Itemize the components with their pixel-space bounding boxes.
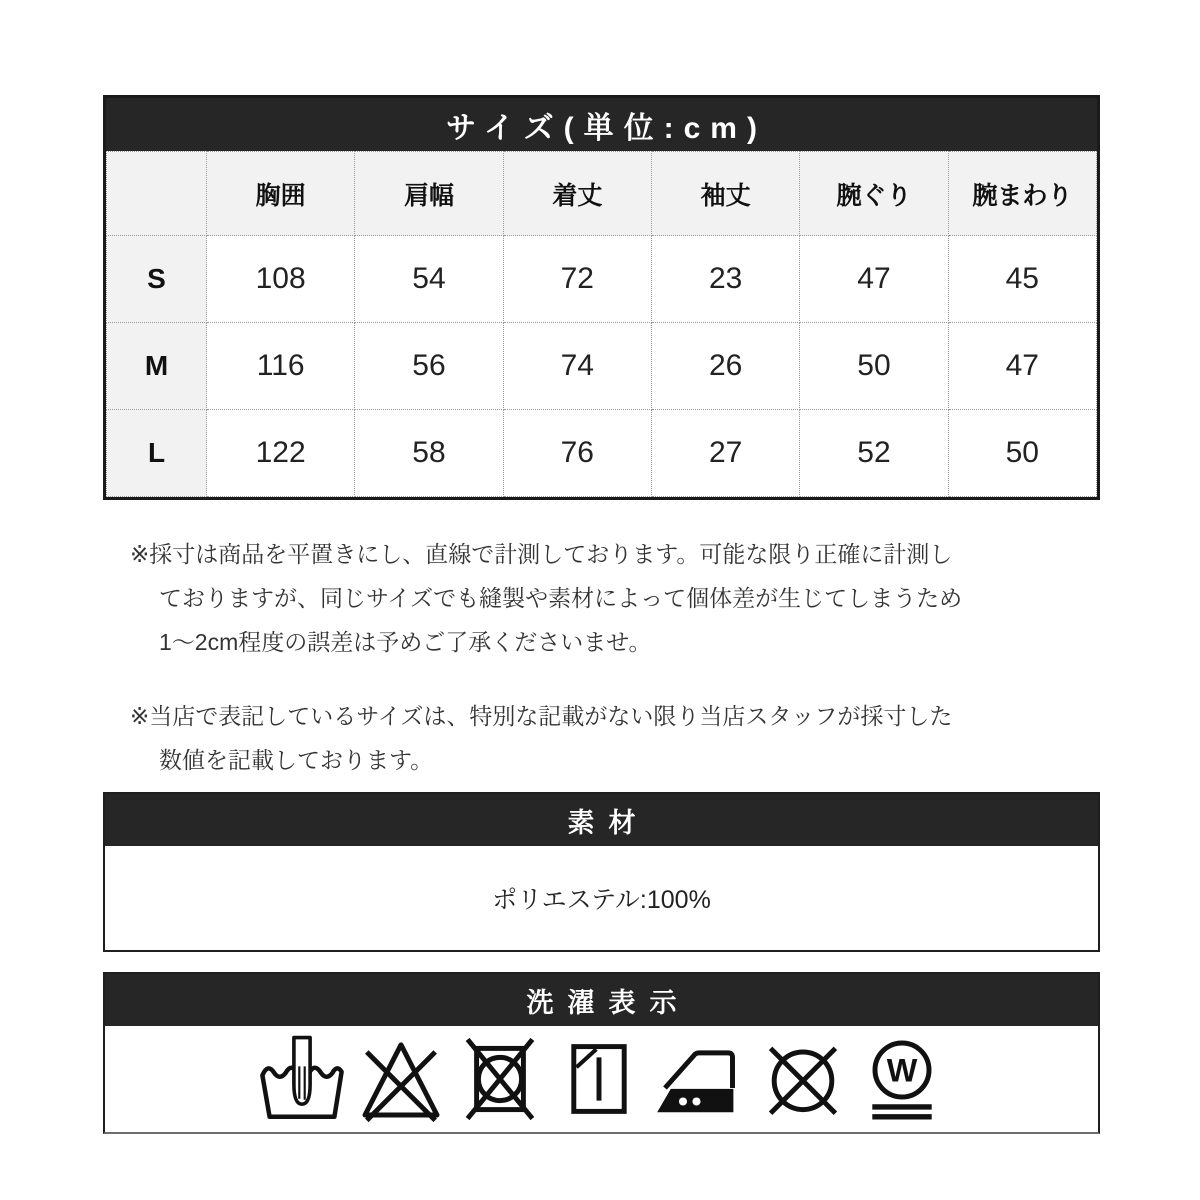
corner-cell bbox=[107, 152, 207, 236]
laundry-symbols bbox=[105, 1026, 1098, 1132]
wet-clean-letter: W bbox=[886, 1052, 917, 1089]
cell-m-sleeve: 26 bbox=[651, 323, 799, 410]
laundry-title: 洗濯表示 bbox=[526, 987, 691, 1018]
wet-clean-gentle-icon bbox=[857, 1034, 947, 1124]
size-table bbox=[106, 151, 1097, 497]
table-row-l bbox=[107, 410, 1097, 497]
cell-l-sleeve: 27 bbox=[651, 410, 799, 497]
material-body bbox=[105, 846, 1098, 950]
size-chart-title: サイズ(単位:cm) bbox=[446, 111, 767, 145]
cell-m-length: 74 bbox=[503, 323, 651, 410]
do-not-bleach-icon bbox=[356, 1034, 446, 1124]
note-line: ※当店で表記しているサイズは、特別な記載がない限り当店スタッフが採寸した bbox=[130, 703, 953, 729]
line-dry-in-shade-icon bbox=[554, 1034, 644, 1124]
material-section bbox=[103, 792, 1100, 952]
iron-medium-heat-icon bbox=[653, 1034, 749, 1124]
cell-s-sleeve: 23 bbox=[651, 236, 799, 323]
cell-s-length: 72 bbox=[503, 236, 651, 323]
material-value: ポリエステル:100% bbox=[492, 886, 711, 914]
cell-m-arm-width: 47 bbox=[948, 323, 1096, 410]
col-header-arm-width: 腕まわり bbox=[948, 152, 1096, 236]
note-line: 数値を記載しております。 bbox=[159, 747, 434, 773]
do-not-dry-clean-icon bbox=[758, 1034, 848, 1124]
cell-s-chest: 108 bbox=[207, 236, 355, 323]
cell-l-arm-width: 50 bbox=[948, 410, 1096, 497]
row-label-s: S bbox=[107, 236, 207, 323]
cell-m-chest: 116 bbox=[207, 323, 355, 410]
note-line: ておりますが、同じサイズでも縫製や素材によって個体差が生じてしまうため bbox=[159, 585, 963, 611]
cell-s-shoulder: 54 bbox=[355, 236, 503, 323]
row-label-m: M bbox=[107, 323, 207, 410]
page-content bbox=[103, 0, 1100, 1134]
col-header-shoulder: 肩幅 bbox=[355, 152, 503, 236]
table-row-m bbox=[107, 323, 1097, 410]
cell-l-length: 76 bbox=[503, 410, 651, 497]
laundry-section bbox=[103, 972, 1100, 1134]
cell-s-armhole: 47 bbox=[800, 236, 948, 323]
material-title: 素材 bbox=[567, 807, 650, 838]
staff-measured-note bbox=[103, 694, 1100, 782]
cell-m-armhole: 50 bbox=[800, 323, 948, 410]
measurement-note bbox=[103, 532, 1100, 664]
size-table-header-row bbox=[107, 152, 1097, 236]
size-chart bbox=[103, 95, 1100, 500]
hand-wash-icon bbox=[257, 1034, 347, 1124]
col-header-sleeve: 袖丈 bbox=[651, 152, 799, 236]
cell-s-arm-width: 45 bbox=[948, 236, 1096, 323]
col-header-chest: 胸囲 bbox=[207, 152, 355, 236]
cell-l-armhole: 52 bbox=[800, 410, 948, 497]
do-not-tumble-dry-icon bbox=[455, 1034, 545, 1124]
cell-m-shoulder: 56 bbox=[355, 323, 503, 410]
material-title-bar bbox=[105, 794, 1098, 846]
cell-l-shoulder: 58 bbox=[355, 410, 503, 497]
laundry-title-bar bbox=[105, 974, 1098, 1026]
row-label-l: L bbox=[107, 410, 207, 497]
cell-l-chest: 122 bbox=[207, 410, 355, 497]
col-header-length: 着丈 bbox=[503, 152, 651, 236]
table-row-s bbox=[107, 236, 1097, 323]
note-line: ※採寸は商品を平置きにし、直線で計測しております。可能な限り正確に計測し bbox=[130, 541, 953, 567]
size-chart-title-bar bbox=[106, 98, 1097, 151]
note-line: 1〜2cm程度の誤差は予めご了承くださいませ。 bbox=[159, 629, 652, 655]
col-header-armhole: 腕ぐり bbox=[800, 152, 948, 236]
